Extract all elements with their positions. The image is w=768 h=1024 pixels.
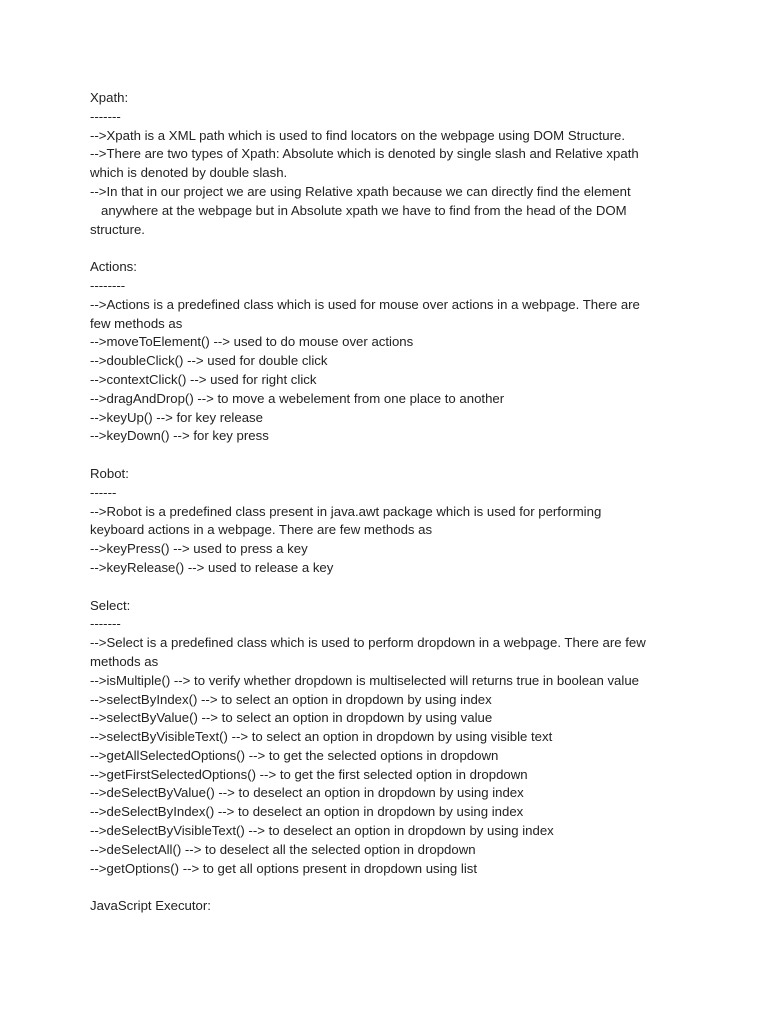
text-line: anywhere at the webpage but in Absolute xpath we have to find from the head of the DOM <box>90 202 627 218</box>
text-line: -->moveToElement() --> used to do mouse over actions <box>90 334 414 350</box>
section-heading: Robot: <box>90 465 129 481</box>
text-line: -->Actions is a predefined class which is used for mouse over actions in a webpage. There are <box>90 296 640 312</box>
text-line: -->selectByValue() --> to select an option in dropdown by using value <box>90 710 493 726</box>
text-line: -->There are two types of Xpath: Absolute which is denoted by single slash and Relative xpath <box>90 146 639 162</box>
text-line: -->keyRelease() --> used to release a key <box>90 559 334 575</box>
blank-line <box>90 446 710 465</box>
divider-text: ------- <box>90 108 121 124</box>
divider-text: ------ <box>90 484 117 500</box>
text-line: -->getOptions() --> to get all options present in dropdown using list <box>90 860 478 876</box>
text-line: -->deSelectByValue() --> to deselect an option in dropdown by using index <box>90 785 524 801</box>
text-line: -->keyPress() --> used to press a key <box>90 541 308 557</box>
text-line: -->Xpath is a XML path which is used to find locators on the webpage using DOM Structure. <box>90 127 625 143</box>
text-line: -->doubleClick() --> used for double click <box>90 353 328 369</box>
text-line: methods as <box>90 653 159 669</box>
text-line: structure. <box>90 221 145 237</box>
divider-text: -------- <box>90 277 126 293</box>
text-line: -->deSelectByVisibleText() --> to deselect an option in dropdown by using index <box>90 823 554 839</box>
text-line: -->selectByIndex() --> to select an option in dropdown by using index <box>90 691 492 707</box>
text-line: -->In that in our project we are using Relative xpath because we can directly find the element <box>90 183 631 199</box>
section-heading: JavaScript Executor: <box>90 898 211 914</box>
text-line: -->keyUp() --> for key release <box>90 409 263 425</box>
section-heading: Xpath: <box>90 90 129 105</box>
text-line: -->selectByVisibleText() --> to select an option in dropdown by using visible text <box>90 729 553 745</box>
blank-line <box>90 878 710 897</box>
text-line: which is denoted by double slash. <box>90 165 288 181</box>
blank-line <box>90 239 710 258</box>
text-line: -->getAllSelectedOptions() --> to get the selected options in dropdown <box>90 747 499 763</box>
text-line: -->deSelectAll() --> to deselect all the selected option in dropdown <box>90 841 476 857</box>
text-line: few methods as <box>90 315 183 331</box>
text-line: -->contextClick() --> used for right click <box>90 371 317 387</box>
text-line: -->deSelectByIndex() --> to deselect an option in dropdown by using index <box>90 804 524 820</box>
divider-text: ------- <box>90 616 121 632</box>
text-line: -->Robot is a predefined class present in java.awt package which is used for performing <box>90 503 602 519</box>
text-line: -->Select is a predefined class which is used to perform dropdown in a webpage. There are few <box>90 635 646 651</box>
text-line: -->keyDown() --> for key press <box>90 428 269 444</box>
text-line: -->isMultiple() --> to verify whether dropdown is multiselected will returns true in boolean value <box>90 672 639 688</box>
text-line: keyboard actions in a webpage. There are few methods as <box>90 522 433 538</box>
text-line: -->getFirstSelectedOptions() --> to get the first selected option in dropdown <box>90 766 528 782</box>
section-heading: Actions: <box>90 259 137 275</box>
section-heading: Select: <box>90 597 131 613</box>
blank-line <box>90 578 710 597</box>
text-line: -->dragAndDrop() --> to move a webelement from one place to another <box>90 390 505 406</box>
document-page <box>90 89 710 916</box>
